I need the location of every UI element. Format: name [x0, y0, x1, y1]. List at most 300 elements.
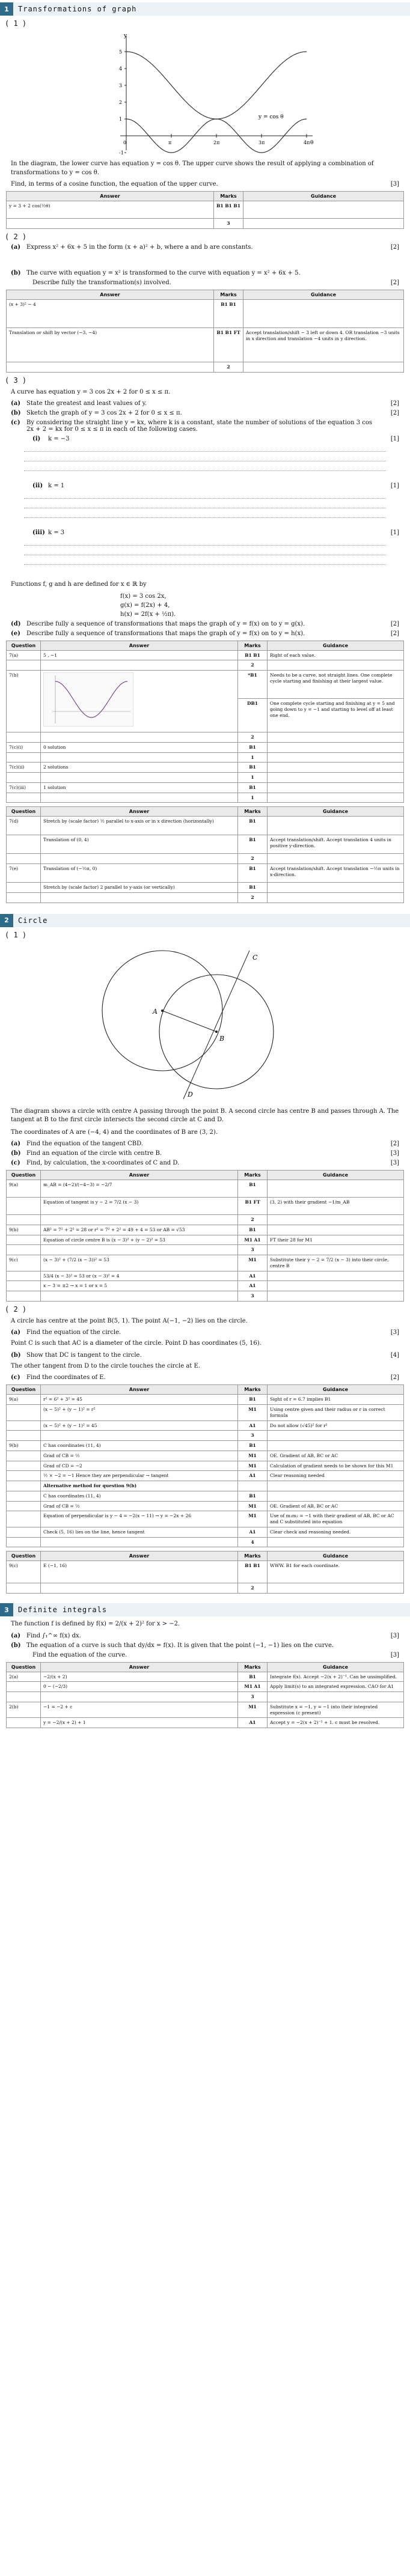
table-row	[7, 1420, 404, 1431]
cell-answer: 53/4 (x − 3)² = 53 or (x − 3)² = 4	[41, 1271, 238, 1281]
part-marks: [2]	[390, 630, 399, 637]
cell-question: 7(b)	[7, 671, 41, 732]
cell-answer: Check (5, 16) lies on the line, hence tangent	[41, 1527, 238, 1537]
question-number: ( 1 )	[5, 19, 27, 28]
cell-answer: (x − 5)² + (y − 1)² = r²	[41, 1405, 238, 1421]
table-row	[7, 1198, 404, 1215]
col-question: Question	[7, 1171, 41, 1180]
section-number: 1	[0, 2, 13, 16]
section-header-3	[0, 1603, 410, 1616]
cell-marks: B1 FT	[238, 1198, 268, 1215]
col-marks: Marks	[238, 641, 268, 650]
label-C: C	[252, 953, 258, 961]
part-label: (a)	[11, 1140, 20, 1147]
table-row	[7, 1501, 404, 1511]
cell-marks: M1	[238, 1511, 268, 1527]
mark-scheme-2-2c	[6, 1551, 404, 1594]
cell-marks: B1 B1	[238, 650, 268, 660]
table-row	[7, 1702, 404, 1718]
part-marks: [3]	[390, 1329, 399, 1336]
cell-marks: DB1	[238, 699, 268, 732]
part-marks: [2]	[390, 243, 399, 251]
cell-answer: (x + 3)² − 4	[7, 299, 214, 327]
question-number: ( 3 )	[5, 376, 27, 385]
s3-intro: The function f is defined by f(x) = 2/(x + 2)² for x > −2.	[11, 1621, 180, 1627]
table-row	[7, 201, 404, 219]
cell-answer: 5 , −1	[41, 650, 238, 660]
q2-2-mid: Point C is such that AC is a diameter of the circle. Point D has coordinates (5, 16).	[11, 1340, 262, 1347]
table-row	[7, 763, 404, 773]
mark-scheme-1-3b: Question Answer Marks Guidance 7(d) Stretch by (scale factor) ½ parallel to x-axis or in x direction (horizontally) B1 Translation of (0, 4) B1 Accept translation/shift. Accept translation 4 units in positive y-direction. 2 7(e) Translation of (−½π, 0) B1 Accept translation/shift. Accept translation −½π units in x-direction. Stretch by (scale factor) 2 parallel to y-axis (or vertically) B1 2	[6, 806, 404, 903]
col-guidance: Guidance	[268, 1551, 404, 1561]
cell-answer: Grad of CD = −2	[41, 1461, 238, 1471]
table-row	[7, 671, 404, 699]
subpart-text: k = 3	[48, 529, 65, 536]
col-answer: Answer	[41, 641, 238, 650]
cell-answer-sketch	[41, 671, 238, 732]
part-text: Find ∫₁^∞ f(x) dx.	[26, 1632, 81, 1639]
cell-answer: 0 solution	[41, 742, 238, 752]
cell-question: 9(c)	[7, 1255, 41, 1271]
y-tick-label: -1	[119, 150, 124, 156]
section-title: Transformations of graph	[13, 2, 410, 16]
q2-2-mid2: The other tangent from D to the circle touches the circle at E.	[11, 1362, 200, 1369]
col-answer: Answer	[41, 1171, 238, 1180]
part-marks: [3]	[390, 1150, 399, 1157]
cell-marks: B1	[238, 817, 268, 835]
cell-answer: (x − 3)² + (7/2 (x − 3))² = 53	[41, 1255, 238, 1271]
q2-2-intro: A circle has centre at the point B(5, 1). The point A(−1, −2) lies on the circle.	[11, 1317, 248, 1324]
table-row	[7, 782, 404, 793]
q1-text: In the diagram, the lower curve has equation y = cos θ. The upper curve shows the result of applying a combination of transformations to y = cos θ.	[11, 160, 374, 176]
cell-marks: A1	[238, 1471, 268, 1481]
y-tick-label: 4	[119, 66, 123, 72]
segment-AB	[162, 1011, 216, 1032]
cell-marks: A1	[238, 1527, 268, 1537]
y-axis-label: y	[124, 33, 127, 39]
part-label: (b)	[11, 1150, 21, 1157]
col-marks: Marks	[238, 1551, 268, 1561]
cell-marks: B1 B1	[214, 299, 243, 327]
q2-1-coords: The coordinates of A are (−4, 4) and the coordinates of B are (3, 2).	[11, 1128, 218, 1136]
table-row	[7, 1672, 404, 1682]
mark-scheme-1-2	[6, 290, 404, 373]
cell-question: 9(b)	[7, 1225, 41, 1235]
x-tick-label: 4π	[304, 140, 310, 145]
cell-guidance: Accept translation/shift − 3 left or down 4. OR translation −3 units in x direction and translation −4 units in y direction.	[243, 327, 404, 362]
cell-answer: (x − 5)² + (y − 1)² = 45	[41, 1420, 238, 1431]
q1-ask: Find, in terms of a cosine function, the equation of the upper curve.	[11, 181, 218, 187]
cell-marks: B1	[238, 883, 268, 893]
label-B: B	[219, 1034, 225, 1043]
subpart-text: k = −3	[48, 436, 70, 442]
table-row	[7, 1395, 404, 1405]
part-text: Sketch the graph of y = 3 cos 2x + 2 for 0 ≤ x ≤ π.	[26, 410, 182, 416]
cell-marks: B1 B1 B1	[214, 201, 243, 219]
subpart-label: (ii)	[32, 483, 43, 489]
cell-guidance: One complete cycle starting and finishing at y = 5 and going down to y = −1 and starting to level off at least one end.	[268, 699, 404, 732]
part-label: (d)	[11, 620, 21, 627]
table-row	[7, 1471, 404, 1481]
table-row	[7, 883, 404, 893]
circles-diagram	[0, 942, 410, 1104]
part-text: Find the equation of the tangent CBD.	[26, 1140, 143, 1147]
cell-answer: y = 3 + 2 cos(½θ)	[7, 201, 214, 219]
table-row	[7, 864, 404, 883]
part-text: By considering the straight line y = kx, where k is a constant, state the number of solutions of the equation 3 cos 2x + 2 = kx for 0 ≤ x ≤ π in each of the following cases.	[26, 419, 373, 433]
cell-marks: A1	[238, 1718, 268, 1728]
page	[0, 2, 410, 1728]
col-marks: Marks	[238, 1662, 268, 1672]
cell-guidance: OE. Gradient of AB, BC or AC	[268, 1501, 404, 1511]
part-text: State the greatest and least values of y.	[26, 400, 147, 407]
mark-scheme-3: Question Answer Marks Guidance 2(a) −2/(x + 2) B1 Integrate f(x). Accept −2(x + 2)⁻¹. Can be unsimplified. 0 − (−2/3) M1 A1 Apply limit(s) to an integrated expression. CAO for A1 3 2(b) −1 = −2 + c M1 Substitute x = −1, y = −1 into their integrated expression (c present) y = −2/(x + 2) + 1 A1 Accept y = −2(x + 2)⁻¹ + 1. c must be resolved.	[6, 1662, 404, 1729]
cell-marks: B1	[238, 1491, 268, 1501]
part-text: The equation of a curve is such that dy/dx = f(x). It is given that the point (−1, −1) lies on the curve.	[26, 1642, 334, 1649]
section-number: 2	[0, 914, 13, 927]
cell-answer: 0 − (−2/3)	[41, 1682, 238, 1692]
cell-question: 9(a)	[7, 1180, 41, 1198]
cell-guidance: Accept y = −2(x + 2)⁻¹ + 1. c must be resolved.	[268, 1718, 404, 1728]
cell-question: 7(c)(iii)	[7, 782, 41, 793]
part-text: Express x² + 6x + 5 in the form (x + a)² + b, where a and b are constants.	[26, 243, 253, 251]
part-text: Find the equation of the circle.	[26, 1329, 121, 1336]
cell-guidance: Clear check and reasoning needed.	[268, 1527, 404, 1537]
cell-guidance: Substitute their y − 2 = 7/2 (x − 3) into their circle, centre B	[268, 1255, 404, 1271]
function-g: g(x) = f(2x) + 4,	[120, 601, 170, 609]
table-row	[7, 1225, 404, 1235]
section-header-2	[0, 914, 410, 927]
cell-answer: y = −2/(x + 2) + 1	[41, 1718, 238, 1728]
part-text: Find an equation of the circle with centre B.	[26, 1150, 162, 1157]
y-tick-label: 2	[119, 100, 123, 105]
table-row	[7, 1271, 404, 1281]
part-marks: [3]	[390, 1632, 399, 1639]
cell-marks: B1 B1	[238, 1561, 268, 1583]
part-marks: [2]	[390, 1140, 399, 1147]
cell-marks: M1	[238, 1255, 268, 1271]
cell-marks: B1 B1 FT	[214, 327, 243, 362]
col-question: Question	[7, 807, 41, 817]
cell-marks: A1	[238, 1271, 268, 1281]
table-row	[7, 1491, 404, 1501]
cell-answer: Grad of CB = ½	[41, 1451, 238, 1461]
cell-question: 7(c)(ii)	[7, 763, 41, 773]
table-row	[7, 650, 404, 660]
cell-guidance: Integrate f(x). Accept −2(x + 2)⁻¹. Can be unsimplified.	[268, 1672, 404, 1682]
sketch-graph	[43, 672, 133, 726]
total-marks: 2	[214, 362, 243, 372]
cell-question: 7(d)	[7, 817, 41, 835]
col-guidance: Guidance	[243, 290, 404, 299]
table-row	[7, 817, 404, 835]
col-marks: Marks	[238, 807, 268, 817]
col-answer: Answer	[41, 1385, 238, 1395]
cell-answer: 1 solution	[41, 782, 238, 793]
part-text: The curve with equation y = x² is transformed to the curve with equation y = x² + 6x + 5.	[26, 269, 301, 276]
table-row	[7, 1255, 404, 1271]
cell-marks: A1	[238, 1420, 268, 1431]
answer-line	[24, 507, 386, 508]
curve-label: y = cos θ	[259, 114, 284, 120]
cell-marks: M1	[238, 1702, 268, 1718]
cell-guidance: Needs to be a curve, not straight lines. One complete cycle starting and finishing at their largest value.	[268, 671, 404, 699]
col-answer: Answer	[7, 290, 214, 299]
cell-answer: r² = 6² + 3² = 45	[41, 1395, 238, 1405]
col-question: Question	[7, 1551, 41, 1561]
point-B	[215, 1031, 218, 1033]
cell-answer: Stretch by (scale factor) 2 parallel to y-axis (or vertically)	[41, 883, 238, 893]
cell-question: 2(a)	[7, 1672, 41, 1682]
cell-guidance: Sight of r = 6.7 implies B1	[268, 1395, 404, 1405]
cell-question: 7(c)(i)	[7, 742, 41, 752]
part-text-2: Find the equation of the curve.	[32, 1651, 127, 1658]
cell-guidance: Substitute x = −1, y = −1 into their integrated expression (c present)	[268, 1702, 404, 1718]
cell-answer: Equation of perpendicular is y − 4 = −2(x − 11) → y = −2x + 26	[41, 1511, 238, 1527]
part-label: (b)	[11, 1642, 21, 1649]
cell-answer: x − 3 = ±2 → x = 1 or x = 5	[41, 1281, 238, 1291]
cell-guidance: FT their 28 for M1	[268, 1235, 404, 1245]
cell-answer: −2/(x + 2)	[41, 1672, 238, 1682]
col-question: Question	[7, 641, 41, 650]
cell-answer: 2 solutions	[41, 763, 238, 773]
y-tick-label: 5	[119, 49, 123, 55]
label-D: D	[188, 1090, 193, 1098]
mark-scheme-2-2: Question Answer Marks Guidance 9(a) r² = 6² + 3² = 45 B1 Sight of r = 6.7 implies B1 (x − 5)² + (y − 1)² = r² M1 Using centre given and their radius or r in correct formula (x − 5)² + (y − 1)² = 45 A1 Do not allow (√45)² for r² 3 9(b) C has coordinates (11, 4) B1 Grad of CB = ½ M1 OE. Gradient of AB, BC or AC Grad of CD = −2 M1 Calculation of gradient needs to be shown for this M1 ½ × −2 = −1 Hence they are perpendicular → tangent A1 Clear reasoning needed Alternative method for question 9(b) C has coordinates (11, 4) B1 Grad of CB = ½ M1 OE. Gradient of AB, BC or AC Equation of perpendicular is y − 4 = −2(x − 11) → y = −2x + 26 M1 Use of m₁m₂ = −1 with their gradient of AB, BC or AC and C substituted into equation Check (5, 16) lies on the line, hence tangent A1 Clear check and reasoning needed. 4	[6, 1384, 404, 1547]
col-guidance: Guidance	[268, 807, 404, 817]
part-marks: [2]	[390, 400, 399, 407]
cell-answer: Equation of circle centre B is (x − 3)² + (y − 2)² = 53	[41, 1235, 238, 1245]
section-title: Circle	[13, 914, 410, 927]
cell-marks: M1	[238, 1405, 268, 1421]
q2-1-text: The diagram shows a circle with centre A passing through the point B. A second circle has centre B and passes through A. The tangent at B to the first circle intersects the second circle at C and D.	[11, 1107, 399, 1123]
total-marks: 2	[238, 1583, 268, 1594]
col-guidance: Guidance	[268, 641, 404, 650]
cell-question: 9(b)	[7, 1441, 41, 1451]
table-row	[7, 1511, 404, 1527]
table-row	[7, 1405, 404, 1421]
question-number: ( 1 )	[5, 930, 27, 939]
subpart-marks: [1]	[390, 483, 399, 489]
part-label: (a)	[11, 243, 20, 251]
part-marks: [2]	[390, 279, 399, 286]
cell-marks: M1 A1	[238, 1235, 268, 1245]
part-text: Find the coordinates of E.	[26, 1374, 106, 1381]
cell-question: 7(e)	[7, 864, 41, 883]
mark-scheme-2-1: Question Answer Marks Guidance 9(a) m_AB = (4−2)/(−4−3) = −2/7 B1 Equation of tangent is y − 2 = 7/2 (x − 3) B1 FT (3, 2) with their gradient −1/m_AB 2 9(b) AB² = 7² + 2² = 28 or r² = 7² + 2² = 49 + 4 = 53 or AB = √53 B1 Equation of circle centre B is (x − 3)² + (y − 2)² = 53 M1 A1 FT their 28 for M1 3 9(c) (x − 3)² + (7/2 (x − 3))² = 53 M1 Substitute their y − 2 = 7/2 (x − 3) into their circle, centre B 53/4 (x − 3)² = 53 or (x − 3)² = 4 A1 x − 3 = ±2 → x = 1 or x = 5 A1 3	[6, 1170, 404, 1302]
cell-guidance: OE. Gradient of AB, BC or AC	[268, 1451, 404, 1461]
table-row	[7, 1682, 404, 1692]
cell-marks: *B1	[238, 671, 268, 699]
question-number: ( 2 )	[5, 232, 27, 241]
cell-answer: Grad of CB = ½	[41, 1501, 238, 1511]
part-label: (b)	[11, 269, 21, 276]
subpart-label: (i)	[32, 436, 41, 442]
cell-marks: M1	[238, 1501, 268, 1511]
cell-question: 9(c)	[7, 1561, 41, 1583]
subpart-text: k = 1	[48, 483, 65, 489]
table-row	[7, 299, 404, 327]
table-row	[7, 1441, 404, 1451]
cell-marks: B1	[238, 763, 268, 773]
cell-answer: Translation of (−½π, 0)	[41, 864, 238, 883]
part-label: (a)	[11, 1329, 20, 1336]
subpart-label: (iii)	[32, 529, 45, 536]
cell-marks: B1	[238, 1672, 268, 1682]
cell-marks: B1	[238, 1395, 268, 1405]
col-guidance: Guidance	[268, 1385, 404, 1395]
x-tick-label: π	[168, 140, 172, 145]
cell-marks: M1 A1	[238, 1682, 268, 1692]
cell-marks: A1	[238, 1281, 268, 1291]
part-marks: [2]	[390, 1374, 399, 1381]
part-label: (a)	[11, 1632, 20, 1639]
cell-answer: C has coordinates (11, 4)	[41, 1441, 238, 1451]
cell-answer: Stretch by (scale factor) ½ parallel to x-axis or in x direction (horizontally)	[41, 817, 238, 835]
q1-marks: [3]	[390, 181, 399, 187]
cell-answer: C has coordinates (11, 4)	[41, 1491, 238, 1501]
subpart-marks: [1]	[390, 436, 399, 442]
cell-marks: B1	[238, 782, 268, 793]
part-text-2: Describe fully the transformation(s) involved.	[32, 279, 171, 286]
y-tick-label: 3	[119, 83, 123, 88]
cell-question: 7(a)	[7, 650, 41, 660]
col-answer: Answer	[41, 1551, 238, 1561]
cell-guidance	[243, 201, 404, 219]
col-marks: Marks	[214, 290, 243, 299]
cell-marks: M1	[238, 1451, 268, 1461]
part-label: (e)	[11, 630, 20, 637]
mark-scheme-1-3a: Question Answer Marks Guidance 7(a) 5 , −1 B1 B1 Right of each value. 2 7(b) *B1 Needs to be a curve, not straight lines. One complete cycle starting and finishing at their largest value. DB1 One complete cycle starting and finishing at y = 5 and going down to y = −1 and starting to level off at least one end. 2 7(c)(i) 0 solution B1 1 7(c)(ii) 2 solutions B1 1 7(c)(iii) 1 solution B1 1	[6, 641, 404, 803]
q3-intro: A curve has equation y = 3 cos 2x + 2 for 0 ≤ x ≤ π.	[11, 388, 171, 395]
section-header-1	[0, 2, 410, 16]
x-tick-label: 3π	[259, 140, 265, 145]
col-guidance: Guidance	[268, 1662, 404, 1672]
tangent-CBD	[183, 951, 249, 1099]
part-label: (b)	[11, 1351, 21, 1359]
part-marks: [4]	[390, 1351, 399, 1359]
col-guidance: Guidance	[268, 1171, 404, 1180]
part-text: Show that DC is tangent to the circle.	[26, 1351, 142, 1359]
col-marks: Marks	[214, 192, 243, 201]
x-tick-label: 0	[123, 140, 127, 145]
cell-marks: B1	[238, 1180, 268, 1198]
question-number: ( 2 )	[5, 1305, 27, 1314]
cell-guidance: Do not allow (√45)² for r²	[268, 1420, 404, 1431]
table-row	[7, 1718, 404, 1728]
part-text: Find, by calculation, the x-coordinates of C and D.	[26, 1160, 180, 1166]
cell-question: 9(a)	[7, 1395, 41, 1405]
table-row	[7, 327, 404, 362]
table-row	[7, 835, 404, 854]
part-label: (c)	[11, 1160, 20, 1166]
cell-answer: AB² = 7² + 2² = 28 or r² = 7² + 2² = 49 + 4 = 53 or AB = √53	[41, 1225, 238, 1235]
answer-line	[24, 554, 386, 555]
subpart-marks: [1]	[390, 529, 399, 536]
total-marks: 3	[214, 219, 243, 229]
part-marks: [2]	[390, 620, 399, 627]
cell-answer: Equation of tangent is y − 2 = 7/2 (x − 3)	[41, 1198, 238, 1215]
cell-answer: −1 = −2 + c	[41, 1702, 238, 1718]
table-row	[7, 742, 404, 752]
part-text: Describe fully a sequence of transformations that maps the graph of y = f(x) on to y = g(x).	[26, 620, 305, 627]
cell-marks: B1	[238, 864, 268, 883]
cell-answer: Alternative method for question 9(b)	[41, 1481, 238, 1491]
section-number: 3	[0, 1603, 13, 1616]
part-marks: [3]	[390, 1160, 399, 1166]
part-marks: [3]	[390, 1651, 399, 1658]
col-question: Question	[7, 1385, 41, 1395]
part-marks: [2]	[390, 410, 399, 416]
answer-line	[24, 460, 386, 461]
cell-guidance: Accept translation/shift. Accept translation 4 units in positive y-direction.	[268, 835, 404, 854]
col-marks: Marks	[238, 1171, 268, 1180]
mark-scheme-1-1	[6, 191, 404, 229]
table-row	[7, 1180, 404, 1198]
label-A: A	[153, 1007, 158, 1015]
col-question: Question	[7, 1662, 41, 1672]
cell-guidance: Accept translation/shift. Accept translation −½π units in x-direction.	[268, 864, 404, 883]
upper-curve	[126, 52, 307, 119]
table-row	[7, 1281, 404, 1291]
cell-marks: B1	[238, 1225, 268, 1235]
cell-marks: B1	[238, 742, 268, 752]
cell-guidance: Clear reasoning needed	[268, 1471, 404, 1481]
col-answer: Answer	[41, 807, 238, 817]
cell-marks: B1	[238, 835, 268, 854]
section-title: Definite integrals	[13, 1603, 410, 1616]
cell-guidance: Apply limit(s) to an integrated expression. CAO for A1	[268, 1682, 404, 1692]
table-row	[7, 1481, 404, 1491]
part-label: (b)	[11, 410, 21, 416]
point-A	[161, 1009, 164, 1012]
answer-line	[24, 498, 386, 499]
col-answer: Answer	[41, 1662, 238, 1672]
cell-marks: M1	[238, 1461, 268, 1471]
y-tick-label: 1	[119, 117, 123, 122]
table-row	[7, 1461, 404, 1471]
cosine-graph	[0, 30, 410, 156]
cell-marks: B1	[238, 1441, 268, 1451]
functions-intro: Functions f, g and h are defined for x ∈ ℝ by	[11, 581, 147, 588]
cell-guidance: Use of m₁m₂ = −1 with their gradient of AB, BC or AC and C substituted into equation	[268, 1511, 404, 1527]
cell-question: 2(b)	[7, 1702, 41, 1718]
col-guidance: Guidance	[243, 192, 404, 201]
function-f: f(x) = 3 cos 2x,	[120, 592, 167, 600]
x-tick-label: 2π	[213, 140, 220, 145]
function-h: h(x) = 2f(x + ½π).	[120, 611, 176, 618]
table-row	[7, 1527, 404, 1537]
table-row	[7, 1451, 404, 1461]
cell-answer: m_AB = (4−2)/(−4−3) = −2/7	[41, 1180, 238, 1198]
col-marks: Marks	[238, 1385, 268, 1395]
cell-guidance: (3, 2) with their gradient −1/m_AB	[268, 1198, 404, 1215]
answer-line	[24, 544, 386, 546]
cell-answer: ½ × −2 = −1 Hence they are perpendicular → tangent	[41, 1471, 238, 1481]
cell-answer: Translation or shift by vector (−3, −4)	[7, 327, 214, 362]
part-label: (c)	[11, 419, 20, 426]
cell-guidance: WWW. B1 for each coordinate.	[268, 1561, 404, 1583]
part-text: Describe fully a sequence of transformations that maps the graph of y = f(x) on to y = h(x).	[26, 630, 305, 637]
col-answer: Answer	[7, 192, 214, 201]
x-axis-label: θ	[310, 140, 314, 146]
cell-guidance: Right of each value.	[268, 650, 404, 660]
part-label: (c)	[11, 1374, 20, 1381]
table-row	[7, 1235, 404, 1245]
cell-guidance: Calculation of gradient needs to be shown for this M1	[268, 1461, 404, 1471]
cell-answer: Translation of (0, 4)	[41, 835, 238, 854]
part-label: (a)	[11, 400, 20, 407]
